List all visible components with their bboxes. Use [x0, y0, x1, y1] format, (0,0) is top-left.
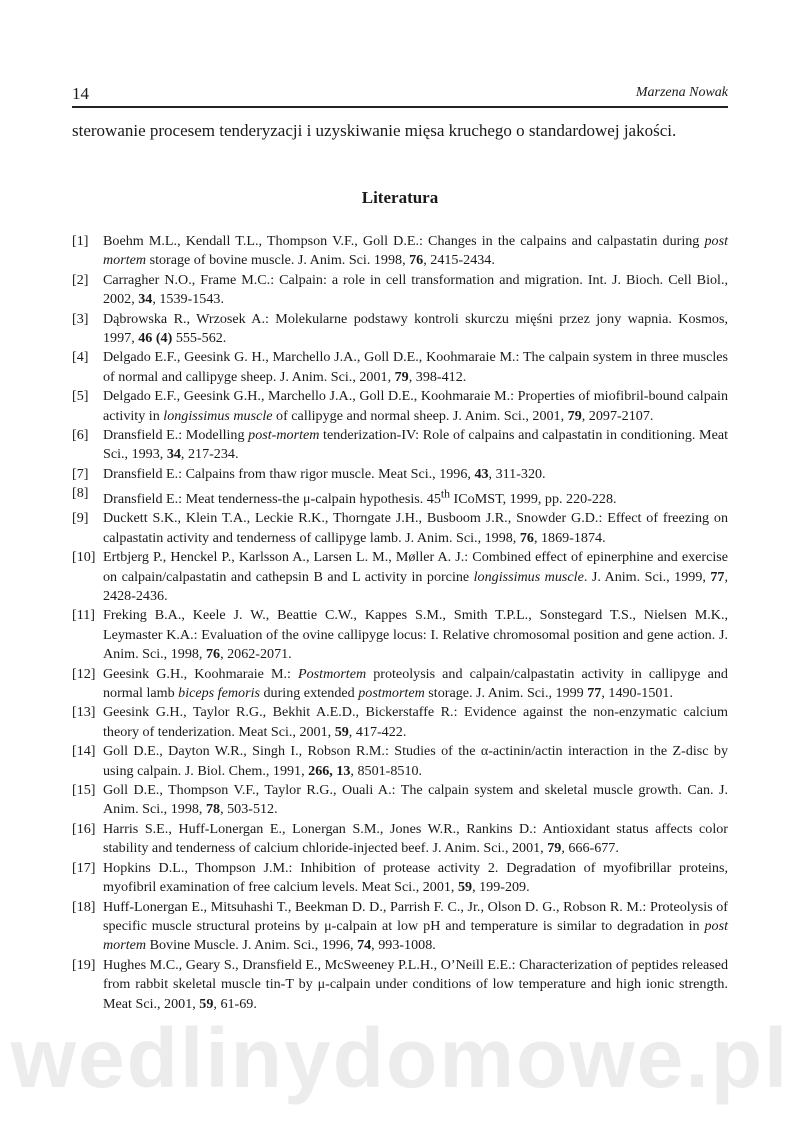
reference-list: [72, 232, 728, 1014]
reference-number: [17]: [72, 859, 96, 876]
reference-text: Dransfield E.: Meat tenderness-the μ-calpain hypothesis. 45th ICoMST, 1999, pp. 220-228.: [103, 487, 617, 507]
reference-text: Carragher N.O., Frame M.C.: Calpain: a role in cell transformation and migration. Int. J. Bioch. Cell Biol., 2002, 34, 1539-1543.: [103, 271, 728, 308]
section-title: Literatura: [361, 188, 439, 207]
reference-number: [2]: [72, 271, 89, 288]
reference-item: [72, 606, 728, 664]
reference-number: [8]: [72, 485, 89, 502]
reference-item: [72, 548, 728, 606]
reference-text: Delgado E.F., Geesink G.H., Marchello J.A., Goll D.E., Koohmaraie M.: Properties of miofibril-bound calpain activity in longissimus muscle of callipyge and normal sheep. J. Anim. Sci., 2001, 79, 2097-2107.: [103, 388, 728, 424]
reference-item: [72, 348, 728, 387]
reference-item: [72, 509, 728, 548]
reference-text: Ertbjerg P., Henckel P., Karlsson A., Larsen L. M., Møller A. J.: Combined effect of epinerphine and exercise on calpain/calpastatin and cathepsin B and L activity in porcine longissimus muscle. J. Anim. Sci., 1999, 77, 2428-2436.: [103, 549, 728, 604]
reference-item: [72, 426, 728, 465]
reference-number: [1]: [72, 233, 89, 249]
reference-number: [4]: [72, 349, 89, 366]
reference-number: [5]: [72, 388, 89, 405]
page: [72, 0, 728, 1136]
reference-number: [14]: [72, 743, 96, 760]
reference-item: [72, 781, 728, 820]
reference-item: [72, 898, 728, 956]
reference-number: [6]: [72, 427, 89, 444]
reference-text: Dransfield E.: Modelling post-mortem tenderization-IV: Role of calpains and calpastatin in conditioning. Meat Sci., 1993, 34, 217-234.: [103, 427, 728, 463]
reference-item: [72, 465, 728, 484]
reference-text: Harris S.E., Huff-Lonergan E., Lonergan S.M., Jones W.R., Rankins D.: Antioxidant status affects color stability and tenderness of calcium chloride-injected beef. J. Anim. Sci., 2001, 79, 666-677.: [103, 820, 728, 857]
reference-text: Duckett S.K., Klein T.A., Leckie R.K., Thorngate J.H., Busboom J.R., Snowder G.D.: Effect of freezing on calpastatin activity and tenderness of callipyge lamb. J. Anim. Sci., 1998, 76, 1869-1874.: [103, 510, 728, 546]
reference-number: [10]: [72, 549, 96, 566]
reference-text: Geesink G.H., Taylor R.G., Bekhit A.E.D., Bickerstaffe R.: Evidence against the non-enzymatic calcium theory of tenderization. Meat Sci., 2001, 59, 417-422.: [103, 704, 728, 740]
reference-text: Dransfield E.: Calpains from thaw rigor muscle. Meat Sci., 1996, 43, 311-320.: [103, 465, 546, 482]
watermark: wedlinydomowe.pl: [10, 1011, 790, 1105]
running-head-author: Marzena Nowak: [635, 85, 728, 100]
reference-item: [72, 859, 728, 898]
page-number: 14: [72, 84, 89, 103]
reference-text: Hughes M.C., Geary S., Dransfield E., McSweeney P.L.H., O’Neill E.E.: Characterization of peptides released from rabbit skeletal muscle tin-T by μ-calpain under conditions of low temperature and high ionic strength. Meat Sci., 2001, 59, 61-69.: [103, 956, 728, 1012]
reference-text: Dąbrowska R., Wrzosek A.: Molekularne podstawy kontroli skurczu mięśni przez jony wapnia. Kosmos, 1997, 46 (4) 555-562.: [103, 310, 728, 347]
reference-item: [72, 387, 728, 426]
reference-number: [18]: [72, 898, 96, 915]
reference-text: Huff-Lonergan E., Mitsuhashi T., Beekman D. D., Parrish F. C., Jr., Olson D. G., Robson R. M.: Proteolysis of specific muscle structural proteins by μ-calpain at low pH and temperature is similar to degradation in post mortem Bovine Muscle. J. Anim. Sci., 1996, 74, 993-1008.: [103, 898, 728, 954]
reference-text: Geesink G.H., Koohmaraie M.: Postmortem proteolysis and calpain/calpastatin activity in callipyge and normal lamb biceps femoris during extended postmortem storage. J. Anim. Sci., 1999 77, 1490-1501.: [103, 665, 728, 702]
reference-text: Goll D.E., Dayton W.R., Singh I., Robson R.M.: Studies of the α-actinin/actin interaction in the Z-disc by using calpain. J. Biol. Chem., 1991, 266, 13, 8501-8510.: [103, 743, 728, 779]
reference-number: [19]: [72, 956, 96, 973]
reference-item: [72, 820, 728, 859]
reference-item: [72, 742, 728, 781]
reference-item: [72, 484, 728, 509]
reference-number: [9]: [72, 510, 89, 527]
reference-number: [7]: [72, 465, 89, 482]
reference-item: [72, 232, 728, 271]
reference-text: Hopkins D.L., Thompson J.M.: Inhibition of protease activity 2. Degradation of myofibrillar proteins, myofibril examination of free calcium levels. Meat Sci., 2001, 59, 199-209.: [103, 859, 728, 896]
reference-number: [16]: [72, 820, 96, 837]
reference-item: [72, 956, 728, 1014]
reference-number: [15]: [72, 782, 96, 799]
intro-paragraph: sterowanie procesem tenderyzacji i uzyskiwanie mięsa kruchego o standardowej jakości.: [72, 121, 677, 140]
reference-item: [72, 665, 728, 704]
reference-text: Freking B.A., Keele J. W., Beattie C.W., Kappes S.M., Smith T.P.L., Sonstegard T.S., Nielsen M.K., Leymaster K.A.: Evaluation of the ovine callipyge locus: I. Relative chromosomal position and gene action. J. Anim. Sci., 1998, 76, 2062-2071.: [103, 607, 728, 663]
reference-text: Goll D.E., Thompson V.F., Taylor R.G., Ouali A.: The calpain system and skeletal muscle growth. Can. J. Anim. Sci., 1998, 78, 503-512.: [103, 782, 728, 818]
reference-text: Delgado E.F., Geesink G. H., Marchello J.A., Goll D.E., Koohmaraie M.: The calpain system in three muscles of normal and callipyge sheep. J. Anim. Sci., 2001, 79, 398-412.: [103, 349, 728, 385]
reference-item: [72, 703, 728, 742]
reference-text: Boehm M.L., Kendall T.L., Thompson V.F., Goll D.E.: Changes in the calpains and calpastatin during post mortem storage of bovine muscle. J. Anim. Sci. 1998, 76, 2415-2434.: [103, 233, 728, 269]
reference-number: [12]: [72, 665, 96, 682]
reference-item: [72, 271, 728, 310]
reference-number: [13]: [72, 704, 96, 721]
reference-number: [3]: [72, 310, 89, 327]
reference-number: [11]: [72, 607, 95, 624]
reference-item: [72, 310, 728, 349]
page-header: [72, 84, 728, 108]
